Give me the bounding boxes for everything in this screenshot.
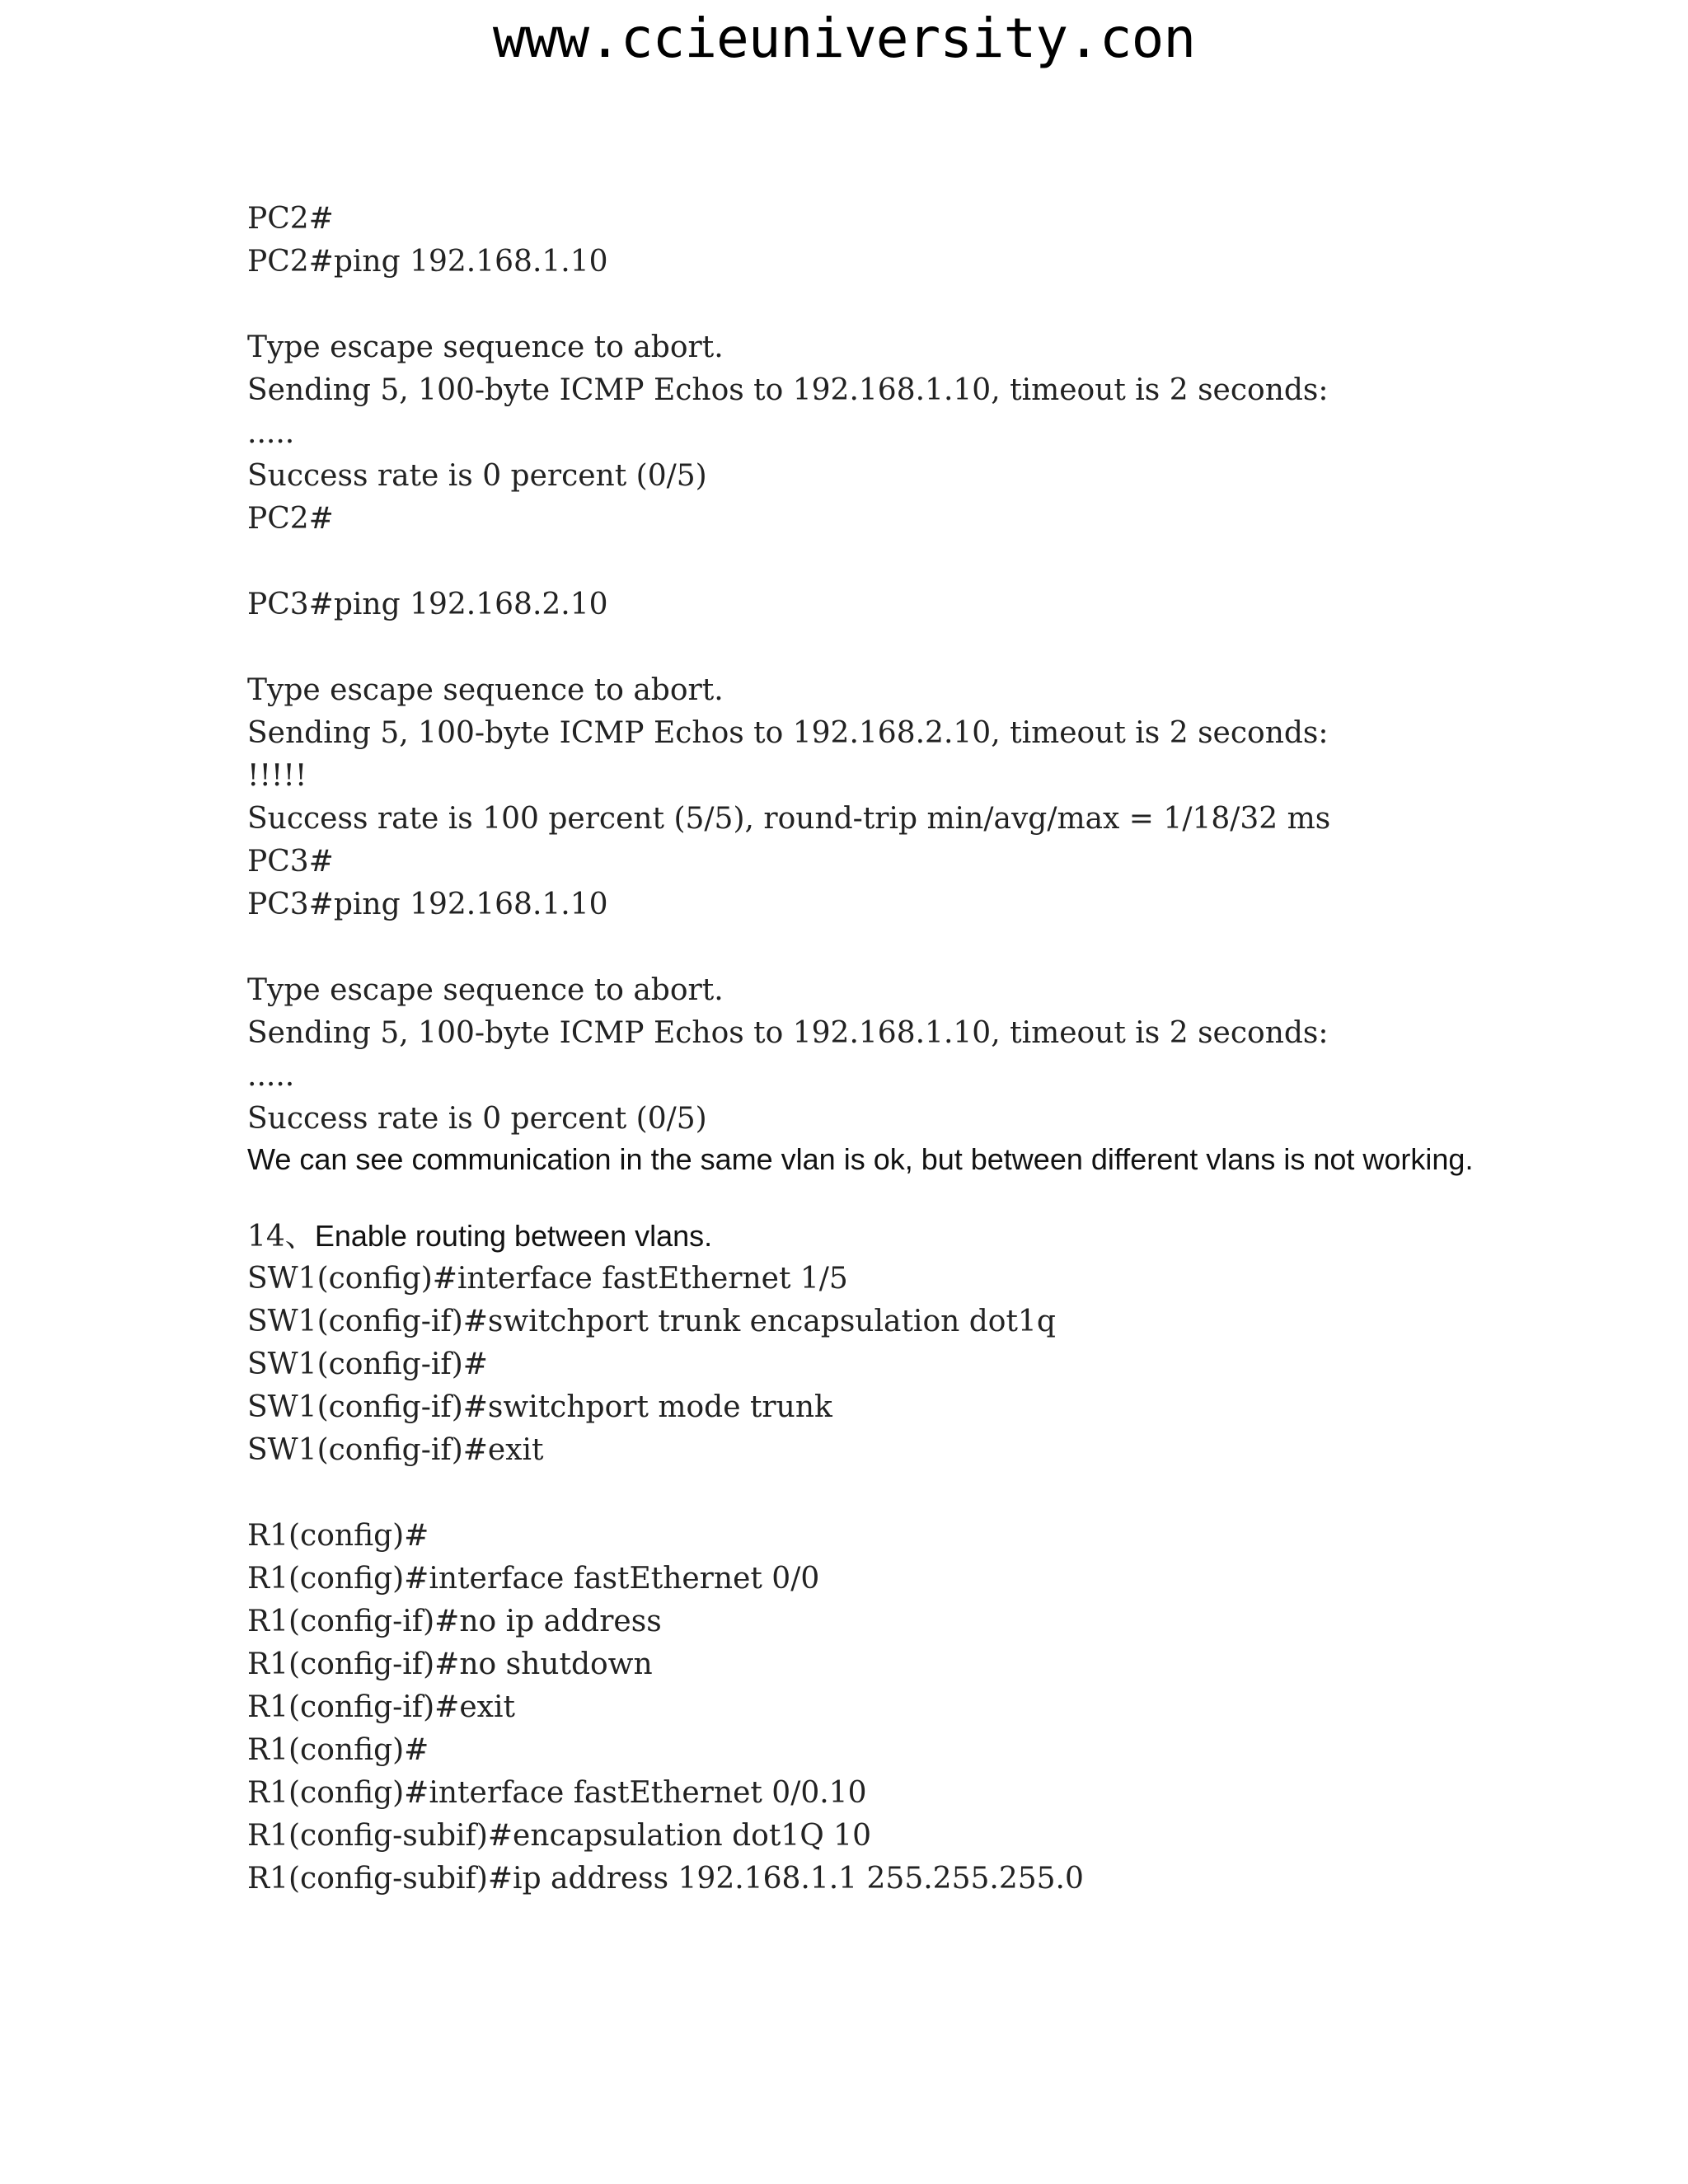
config-line: SW1(config-if)# — [247, 1347, 488, 1381]
terminal-line: Sending 5, 100-byte ICMP Echos to 192.168.1.10, timeout is 2 seconds: — [247, 1016, 1329, 1050]
step-heading — [247, 1215, 1533, 1258]
blank-line — [247, 541, 1533, 583]
site-header: www.ccieuniversity.con — [492, 7, 1196, 70]
config-line: R1(config-subif)#ip address 192.168.1.1 255.255.255.0 — [247, 1862, 1084, 1896]
blank-line — [247, 626, 1533, 669]
config-commands-block — [247, 1258, 1533, 1900]
step-title: Enable routing between vlans. — [314, 1219, 713, 1253]
config-line: R1(config)# — [247, 1519, 429, 1553]
terminal-line: Type escape sequence to abort. — [247, 673, 724, 707]
config-line: R1(config)# — [247, 1733, 429, 1767]
terminal-line: ..... — [247, 1059, 295, 1093]
terminal-line: PC3#ping 192.168.2.10 — [247, 588, 608, 621]
terminal-line: Sending 5, 100-byte ICMP Echos to 192.168.2.10, timeout is 2 seconds: — [247, 716, 1329, 750]
terminal-line: PC2# — [247, 502, 334, 536]
step-number: 14、 — [247, 1220, 315, 1254]
terminal-line: ..... — [247, 416, 295, 450]
terminal-line: Type escape sequence to abort. — [247, 973, 724, 1007]
config-line: SW1(config-if)#switchport trunk encapsulation dot1q — [247, 1305, 1056, 1338]
config-line: R1(config-if)#exit — [247, 1690, 515, 1724]
blank-line — [247, 926, 1533, 969]
observation-note: We can see communication in the same vlan is ok, but between different vlans is not working. — [247, 1142, 1474, 1176]
terminal-line: Success rate is 100 percent (5/5), round-trip min/avg/max = 1/18/32 ms — [247, 802, 1331, 836]
terminal-line: Success rate is 0 percent (0/5) — [247, 459, 707, 493]
config-line: R1(config-subif)#encapsulation dot1Q 10 — [247, 1819, 871, 1853]
terminal-line: PC2#ping 192.168.1.10 — [247, 245, 608, 279]
terminal-line: Success rate is 0 percent (0/5) — [247, 1102, 707, 1136]
document-body — [247, 198, 1533, 1900]
config-line: R1(config)#interface fastEthernet 0/0 — [247, 1562, 820, 1596]
config-line: SW1(config)#interface fastEthernet 1/5 — [247, 1262, 848, 1296]
terminal-line: PC2# — [247, 202, 334, 236]
ping-output-block — [247, 198, 1533, 1141]
blank-line — [247, 284, 1533, 326]
terminal-line: PC3# — [247, 845, 334, 879]
terminal-line: Sending 5, 100-byte ICMP Echos to 192.168.1.10, timeout is 2 seconds: — [247, 373, 1329, 407]
config-line: R1(config-if)#no shutdown — [247, 1647, 653, 1681]
blank-line — [247, 1472, 1533, 1515]
config-line: R1(config-if)#no ip address — [247, 1605, 662, 1638]
terminal-line: !!!!! — [247, 759, 307, 793]
terminal-line: Type escape sequence to abort. — [247, 330, 724, 364]
config-line: R1(config)#interface fastEthernet 0/0.10 — [247, 1776, 867, 1810]
config-line: SW1(config-if)#exit — [247, 1433, 544, 1467]
config-line: SW1(config-if)#switchport mode trunk — [247, 1390, 832, 1424]
terminal-line: PC3#ping 192.168.1.10 — [247, 888, 608, 921]
